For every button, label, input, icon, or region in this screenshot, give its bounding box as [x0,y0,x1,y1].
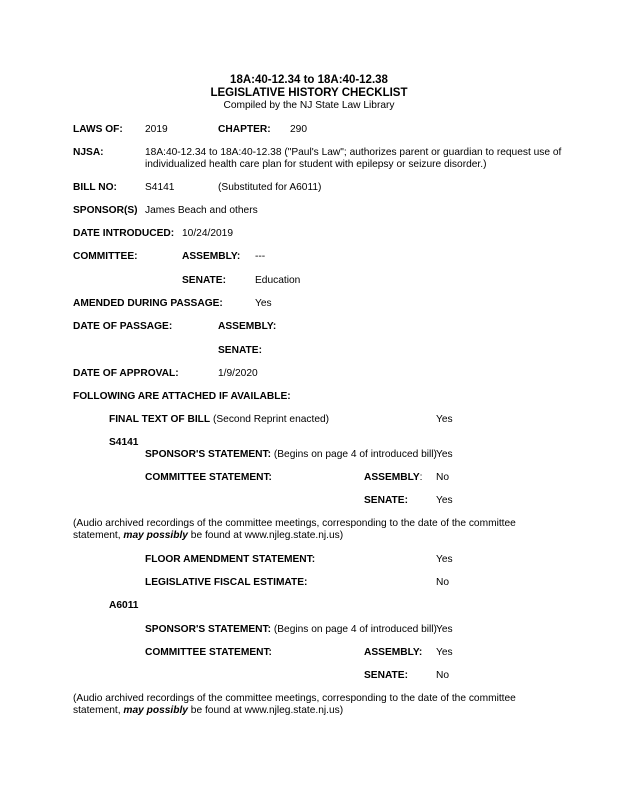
s4141-assembly-value: No [436,472,450,483]
final-text-row [109,414,329,426]
s4141-audio-emphasis: may possibly [123,530,188,541]
floor-amendment-value: Yes [436,554,453,565]
following-heading: FOLLOWING ARE ATTACHED IF AVAILABLE: [73,391,291,402]
a6011-assembly-label: ASSEMBLY: [364,647,423,658]
s4141-sponsor-row [145,449,437,461]
a6011-committee-label: COMMITTEE STATEMENT: [145,647,272,658]
s4141-assembly-row: ASSEMBLY: [364,472,423,483]
s4141-label: S4141 [109,437,139,448]
a6011-audio-line-2 [73,705,343,717]
passage-assembly-label: ASSEMBLY: [218,321,277,332]
a6011-sponsor-value: Yes [436,624,453,635]
a6011-audio-suffix: be found at www.njleg.state.nj.us) [187,705,344,716]
date-of-approval-value: 1/9/2020 [218,368,258,379]
s4141-senate-value: Yes [436,495,453,506]
laws-of-year: 2019 [145,124,168,135]
fiscal-estimate-value: No [436,577,450,588]
final-text-label: FINAL TEXT OF BILL [109,414,211,425]
njsa-label: NJSA: [73,147,104,158]
compiled-by: Compiled by the NJ State Law Library [223,100,395,111]
s4141-audio-prefix: statement, [73,530,124,541]
bill-number: S4141 [145,182,175,193]
njsa-line-2: individualized health care plan for student with epilepsy or seizure disorder.) [145,159,487,170]
chapter-label: CHAPTER: [218,124,271,135]
a6011-sponsor-note: (Begins on page 4 of introduced bill) [273,624,437,635]
s4141-sponsor-label: SPONSOR'S STATEMENT: [145,449,271,460]
a6011-sponsor-label: SPONSOR'S STATEMENT: [145,624,271,635]
committee-senate-value: Education [255,275,301,286]
date-of-passage-label: DATE OF PASSAGE: [73,321,173,332]
s4141-audio-line-1: (Audio archived recordings of the committee meetings, corresponding to the date of the committee [73,518,516,529]
sponsor-value: James Beach and others [145,205,258,216]
sponsor-label: SPONSOR(S) [73,205,138,216]
a6011-assembly-value: Yes [436,647,453,658]
s4141-sponsor-note: (Begins on page 4 of introduced bill) [273,449,437,460]
committee-senate-label: SENATE: [182,275,226,286]
a6011-sponsor-row [145,624,437,636]
s4141-sponsor-value: Yes [436,449,453,460]
a6011-audio-line-1: (Audio archived recordings of the committee meetings, corresponding to the date of the committee [73,693,516,704]
bill-no-label: BILL NO: [73,182,117,193]
a6011-audio-emphasis: may possibly [123,705,188,716]
final-text-note: (Second Reprint enacted) [212,414,330,425]
amended-value: Yes [255,298,272,309]
date-introduced-value: 10/24/2019 [182,228,233,239]
s4141-senate-label: SENATE: [364,495,408,506]
a6011-audio-prefix: statement, [73,705,124,716]
a6011-label: A6011 [109,600,139,611]
chapter-value: 290 [290,124,307,135]
date-of-approval-label: DATE OF APPROVAL: [73,368,179,379]
s4141-assembly-label: ASSEMBLY [364,472,420,483]
njsa-line-1: 18A:40-12.34 to 18A:40-12.38 ("Paul's Law"; authorizes parent or guardian to request use of [145,147,562,158]
final-text-value: Yes [436,414,453,425]
floor-amendment-label: FLOOR AMENDMENT STATEMENT: [145,554,316,565]
s4141-audio-suffix: be found at www.njleg.state.nj.us) [187,530,344,541]
date-introduced-label: DATE INTRODUCED: [73,228,175,239]
committee-assembly-label: ASSEMBLY: [182,251,241,262]
committee-assembly-value: --- [255,251,266,262]
s4141-committee-label: COMMITTEE STATEMENT: [145,472,272,483]
committee-label: COMMITTEE: [73,251,138,262]
passage-senate-label: SENATE: [218,345,262,356]
amended-label: AMENDED DURING PASSAGE: [73,298,223,309]
a6011-senate-label: SENATE: [364,670,408,681]
laws-of-label: LAWS OF: [73,124,123,135]
page-title: 18A:40-12.34 to 18A:40-12.38 [230,74,388,86]
s4141-audio-line-2 [73,530,343,542]
fiscal-estimate-label: LEGISLATIVE FISCAL ESTIMATE: [145,577,308,588]
bill-substituted-note: (Substituted for A6011) [218,182,322,193]
page-subtitle: LEGISLATIVE HISTORY CHECKLIST [210,87,408,99]
a6011-senate-value: No [436,670,450,681]
